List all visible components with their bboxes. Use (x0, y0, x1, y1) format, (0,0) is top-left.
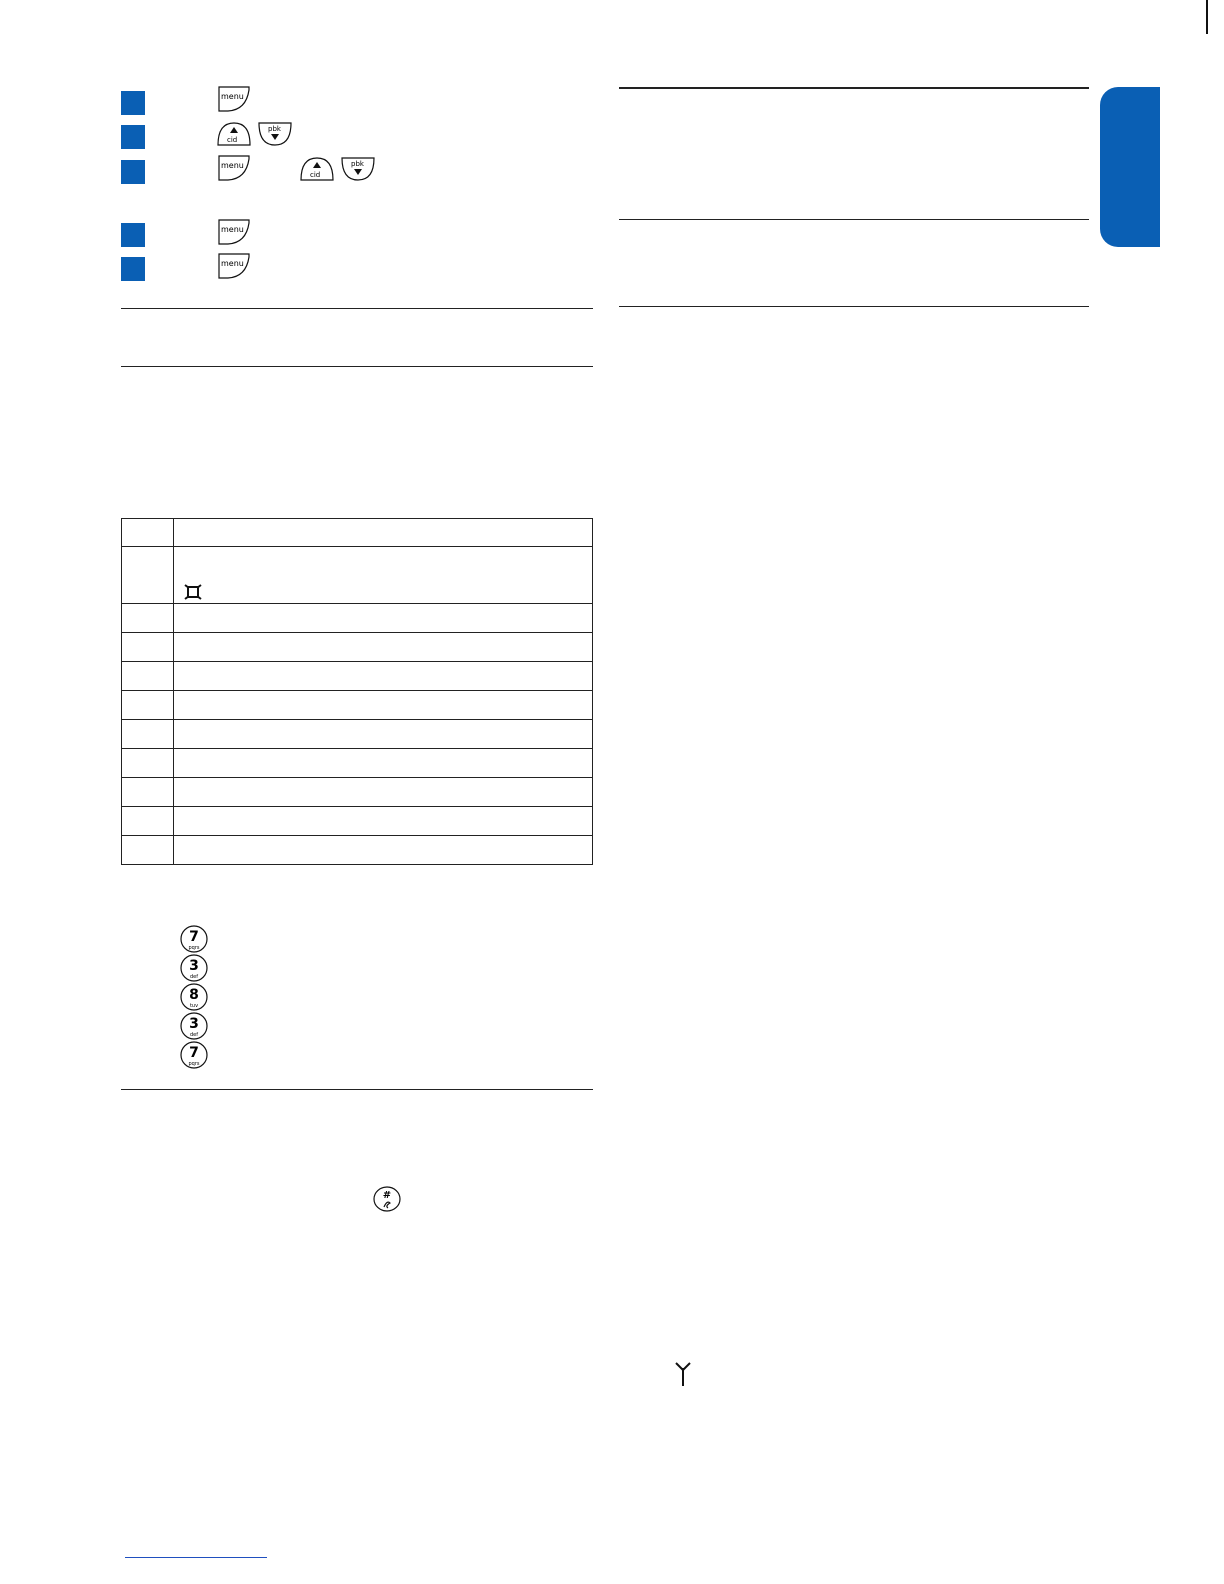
table-row (122, 749, 593, 778)
step-marker-4 (121, 223, 145, 247)
table-row (122, 547, 593, 604)
section-rule (619, 306, 1089, 307)
pbk-down-key-icon (258, 122, 292, 146)
svg-text:3: 3 (189, 958, 199, 974)
step-marker-1 (121, 91, 145, 115)
step-marker-3 (121, 160, 145, 184)
svg-text:menu: menu (221, 161, 244, 170)
table-row (122, 691, 593, 720)
section-rule (121, 366, 593, 367)
svg-text:def: def (189, 974, 199, 980)
table-row (122, 836, 593, 865)
svg-text:8: 8 (189, 987, 199, 1003)
keypad-7-icon (180, 925, 208, 953)
section-rule (619, 219, 1089, 220)
menu-key-icon (218, 155, 250, 181)
keypad-8-icon (180, 983, 208, 1011)
table-row (122, 633, 593, 662)
hash-key-icon (373, 1186, 401, 1212)
footer-link-underline[interactable] (125, 1557, 267, 1558)
svg-text:pqrs: pqrs (188, 1061, 200, 1067)
pbk-down-key-icon (341, 157, 375, 181)
menu-key-icon (218, 86, 250, 112)
keypad-3-icon (180, 954, 208, 982)
svg-text:menu: menu (221, 92, 244, 101)
language-side-tab (1100, 87, 1160, 247)
cid-up-key-icon (217, 122, 251, 146)
network-icon (184, 584, 202, 600)
section-rule (619, 87, 1089, 89)
icon-table (121, 518, 593, 865)
menu-key-icon (218, 253, 250, 279)
svg-text:cid: cid (227, 136, 238, 144)
section-rule (121, 308, 593, 309)
svg-text:menu: menu (221, 225, 244, 234)
keypad-3-icon (180, 1012, 208, 1040)
svg-text:tuv: tuv (189, 1003, 199, 1009)
antenna-icon (673, 1362, 693, 1388)
svg-text:#: # (382, 1190, 392, 1201)
step-marker-5 (121, 257, 145, 281)
table-row (122, 519, 593, 547)
svg-text:cid: cid (310, 171, 321, 179)
svg-text:def: def (189, 1032, 199, 1038)
menu-key-icon (218, 219, 250, 245)
svg-text:pbk: pbk (351, 160, 364, 168)
keypad-7-icon (180, 1041, 208, 1069)
table-row (122, 807, 593, 836)
table-row (122, 604, 593, 633)
svg-text:menu: menu (221, 259, 244, 268)
page-edge-mark (1206, 0, 1208, 34)
svg-text:pqrs: pqrs (188, 945, 200, 951)
table-row (122, 778, 593, 807)
svg-text:7: 7 (189, 929, 199, 945)
step-marker-2 (121, 125, 145, 149)
svg-text:3: 3 (189, 1016, 199, 1032)
svg-text:7: 7 (189, 1045, 199, 1061)
table-row (122, 662, 593, 691)
table-row (122, 720, 593, 749)
cid-up-key-icon (300, 157, 334, 181)
svg-text:pbk: pbk (268, 125, 281, 133)
section-rule (121, 1089, 593, 1090)
